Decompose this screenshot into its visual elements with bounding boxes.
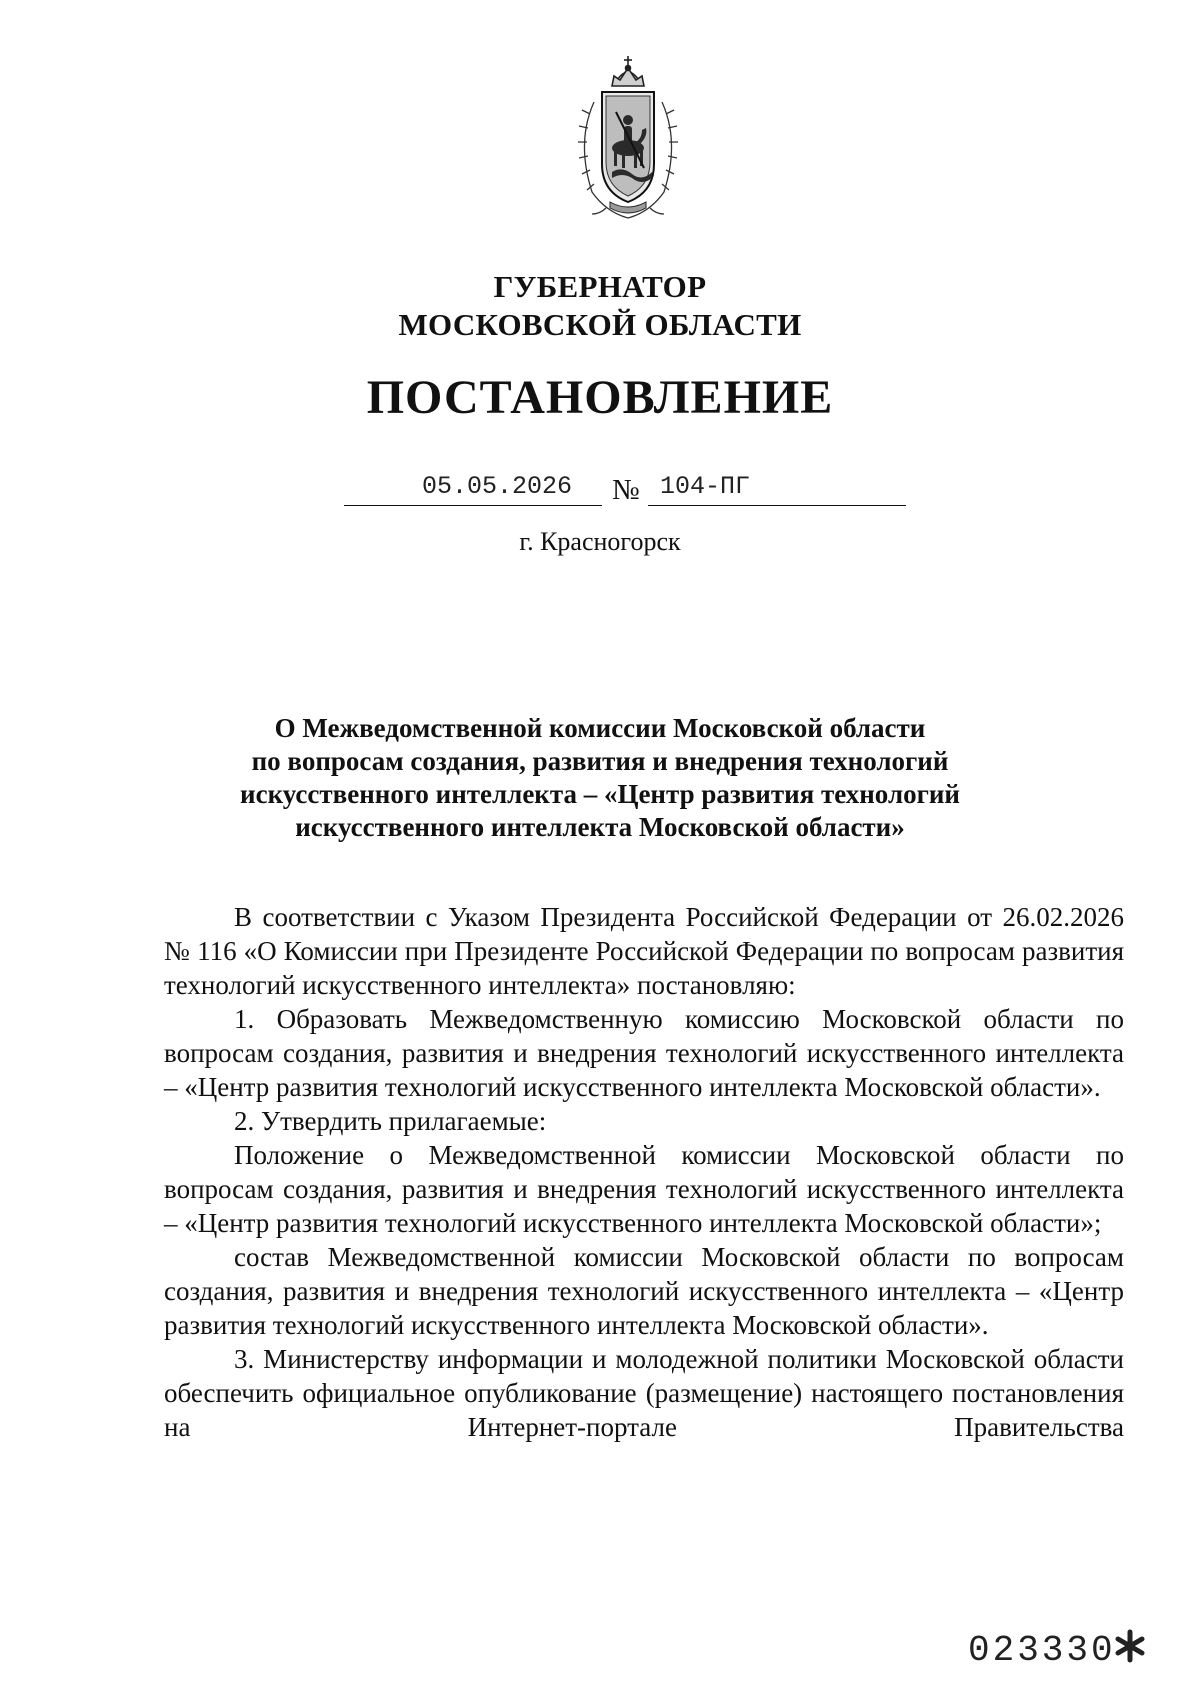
item-2-paragraph: 2. Утвердить прилагаемые:	[234, 1106, 547, 1136]
item-3-paragraph: 3. Министерству информации и молодежной политики Московской области обеспечить официальное опубликование (размещение) настоящего постановления на Интернет-портале Правительства	[164, 1344, 1124, 1442]
serial-number: 023330	[968, 1630, 1116, 1671]
title-line: по вопросам создания, развития и внедрения технологий	[251, 746, 949, 776]
authority-line-1: ГУБЕРНАТОР	[493, 269, 707, 304]
document-title	[100, 712, 1100, 844]
authority-line-2: МОСКОВСКОЙ ОБЛАСТИ	[398, 307, 802, 342]
document-type-heading: ПОСТАНОВЛЕНИЕ	[366, 371, 834, 424]
title-line: искусственного интеллекта Московской области»	[295, 812, 905, 842]
title-line: искусственного интеллекта – «Центр развития технологий	[240, 779, 960, 809]
asterisk-mark-icon	[1112, 1626, 1148, 1666]
moscow-oblast-coat-of-arms-icon	[566, 52, 690, 224]
document-body	[164, 900, 1124, 1444]
number-sign: №	[612, 474, 640, 506]
registration-date: 05.05.2026	[344, 470, 602, 506]
title-line: О Межведомственной комиссии Московской области	[274, 713, 926, 743]
issue-city: г. Красногорск	[519, 527, 681, 556]
preamble-paragraph: В соответствии с Указом Президента Российской Федерации от 26.02.2026 № 116 «О Комиссии при Президенте Российской Федерации по вопросам развития технологий искусственного интеллекта» постановляю:	[164, 902, 1124, 1000]
item-2b-paragraph: состав Межведомственной комиссии Московской области по вопросам создания, развития и внедрения технологий искусственного интеллекта – «Центр развития технологий искусственного интеллекта Московской области».	[164, 1242, 1124, 1340]
registration-number: 104-ПГ	[648, 470, 906, 506]
item-1-paragraph: 1. Образовать Межведомственную комиссию Московской области по вопросам создания, развития и внедрения технологий искусственного интеллекта – «Центр развития технологий искусственного интеллекта Московской области».	[164, 1004, 1124, 1102]
item-2a-paragraph: Положение о Межведомственной комиссии Московской области по вопросам создания, развития и внедрения технологий искусственного интеллекта – «Центр развития технологий искусственного интеллекта Московской области»;	[164, 1140, 1124, 1238]
